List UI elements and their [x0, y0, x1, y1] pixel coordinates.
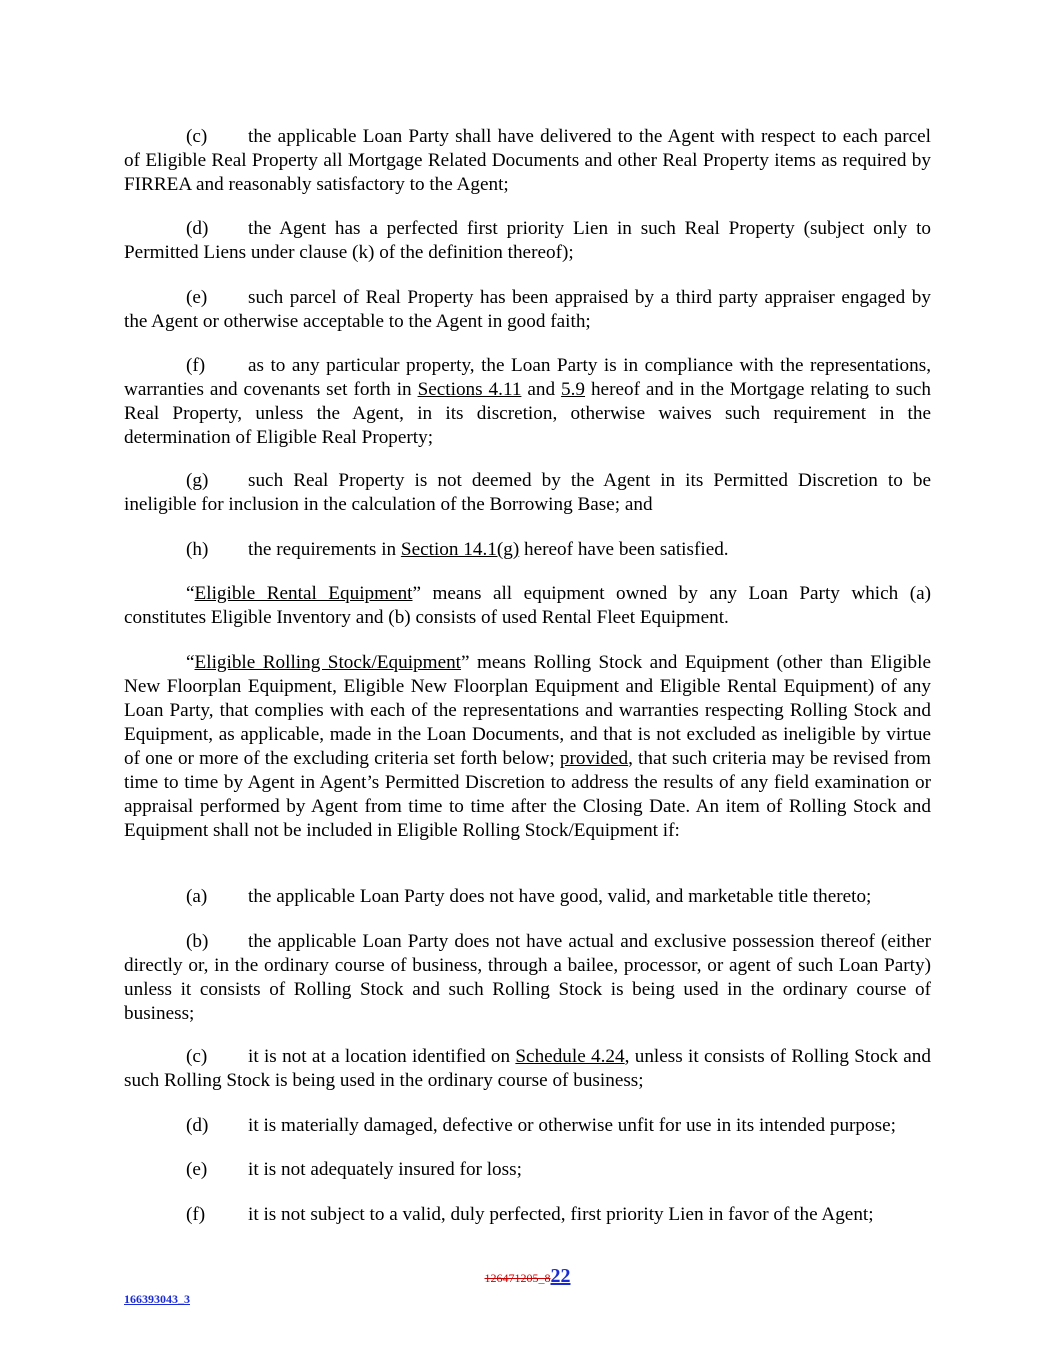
- clause-text: as to any particular property, the Loan Party is in compliance with the representations, warranties and covenants set forth in: [124, 355, 931, 400]
- paragraph-a-title: [186, 885, 931, 909]
- definition-eligible-rolling-stock: [124, 651, 931, 843]
- clause-label: (b): [186, 931, 209, 952]
- clause-label: (f): [186, 1204, 206, 1225]
- definition-eligible-rental-equipment: [124, 582, 931, 630]
- clause-label: (d): [186, 1115, 209, 1136]
- section-reference-link[interactable]: Section 14.1(g): [400, 539, 520, 560]
- paragraph-b-possession: [124, 930, 931, 1026]
- defined-term: Eligible Rental Equipment: [194, 583, 413, 604]
- open-quote: “: [186, 652, 195, 673]
- clause-label: (a): [186, 886, 208, 907]
- clause-text: hereof have been satisfied.: [519, 539, 729, 560]
- clause-label: (e): [186, 1159, 208, 1180]
- clause-label: (c): [186, 1046, 208, 1067]
- clause-label: (h): [186, 539, 209, 560]
- document-id: 166393043_3: [124, 1292, 190, 1306]
- clause-text: the requirements in: [248, 539, 401, 560]
- paragraph-h-requirements: [124, 538, 931, 562]
- paragraph-g-ineligible: [124, 469, 931, 517]
- clause-text: it is not adequately insured for loss;: [248, 1159, 522, 1180]
- clause-text: such parcel of Real Property has been appraised by a third party appraiser engaged by the Agent or otherwise acceptable to the Agent in good faith;: [124, 287, 931, 332]
- paragraph-d-damaged: [186, 1114, 931, 1138]
- deleted-reference: 126471205_8: [484, 1271, 551, 1285]
- paragraph-c-loan-party: [124, 125, 931, 197]
- paragraph-f-lien: [186, 1203, 931, 1227]
- clause-label: (c): [186, 126, 208, 147]
- clause-text: it is not subject to a valid, duly perfected, first priority Lien in favor of the Agent;: [248, 1204, 874, 1225]
- page-number: 22: [550, 1265, 571, 1287]
- schedule-reference-link[interactable]: Schedule 4.24: [515, 1046, 625, 1067]
- clause-text: and: [521, 379, 562, 400]
- definition-text: ” means Rolling Stock and Equipment (other than Eligible New Floorplan Equipment, Eligible New Floorplan Equipment and Eligible Rental Equipment) of any Loan Party, that complies with each of the representations and warranties respecting Rolling Stock and Equipment, as applicable, made in the Loan Documents, and that is not excluded as ineligible by virtue of one or more of the excluding criteria set forth below;: [124, 652, 932, 769]
- clause-text: it is materially damaged, defective or otherwise unfit for use in its intended purpose;: [248, 1115, 896, 1136]
- clause-text: , unless it consists of Rolling Stock and such Rolling Stock is being used in the ordinary course of business;: [124, 1046, 931, 1091]
- paragraph-f-compliance: [124, 354, 931, 450]
- clause-text: the Agent has a perfected first priority Lien in such Real Property (subject only to Permitted Liens under clause (k) of the definition thereof);: [124, 218, 931, 263]
- paragraph-e-appraisal: [124, 286, 931, 334]
- clause-text: it is not at a location identified on: [248, 1046, 516, 1067]
- clause-text: hereof and in the Mortgage relating to such Real Property, unless the Agent, in its discretion, otherwise waives such requirement in the determination of Eligible Real Property;: [124, 379, 931, 448]
- paragraph-d-agent-lien: [124, 217, 931, 265]
- section-reference-link[interactable]: 5.9: [561, 379, 586, 400]
- clause-text: the applicable Loan Party does not have actual and exclusive possession thereof (either directly or, in the ordinary course of business, through a bailee, processor, or agent of such Loan Party) unless it consists of Rolling Stock and such Rolling Stock is being used in the ordinary course of business;: [124, 931, 931, 1024]
- clause-text: the applicable Loan Party does not have good, valid, and marketable title thereto;: [248, 886, 872, 907]
- clause-text: such Real Property is not deemed by the Agent in its Permitted Discretion to be ineligible for inclusion in the calculation of the Borrowing Base; and: [124, 470, 931, 515]
- clause-label: (g): [186, 470, 209, 491]
- clause-label: (f): [186, 355, 206, 376]
- paragraph-e-insured: [186, 1158, 931, 1182]
- defined-term: Eligible Rolling Stock/Equipment: [194, 652, 462, 673]
- clause-text: the applicable Loan Party shall have delivered to the Agent with respect to each parcel of Eligible Real Property all Mortgage Related Documents and other Real Property items as required by FIRREA and reasonably satisfactory to the Agent;: [124, 126, 931, 195]
- section-reference-link[interactable]: Sections 4.11: [417, 379, 522, 400]
- definition-text: , that such criteria may be revised from time to time by Agent in Agent’s Permitted Discretion to address the results of any field examination or appraisal performed by Agent from time to time after the Closing Date. An item of Rolling Stock and Equipment shall not be included in Eligible Rolling Stock/Equipment if:: [124, 748, 931, 841]
- paragraph-c-location: [124, 1045, 931, 1093]
- open-quote: “: [186, 583, 195, 604]
- clause-label: (e): [186, 287, 208, 308]
- definition-text: ” means all equipment owned by any Loan Party which (a) constitutes Eligible Inventory and (b) consists of used Rental Fleet Equipment.: [124, 583, 931, 628]
- clause-label: (d): [186, 218, 209, 239]
- provided-term: provided: [559, 748, 629, 769]
